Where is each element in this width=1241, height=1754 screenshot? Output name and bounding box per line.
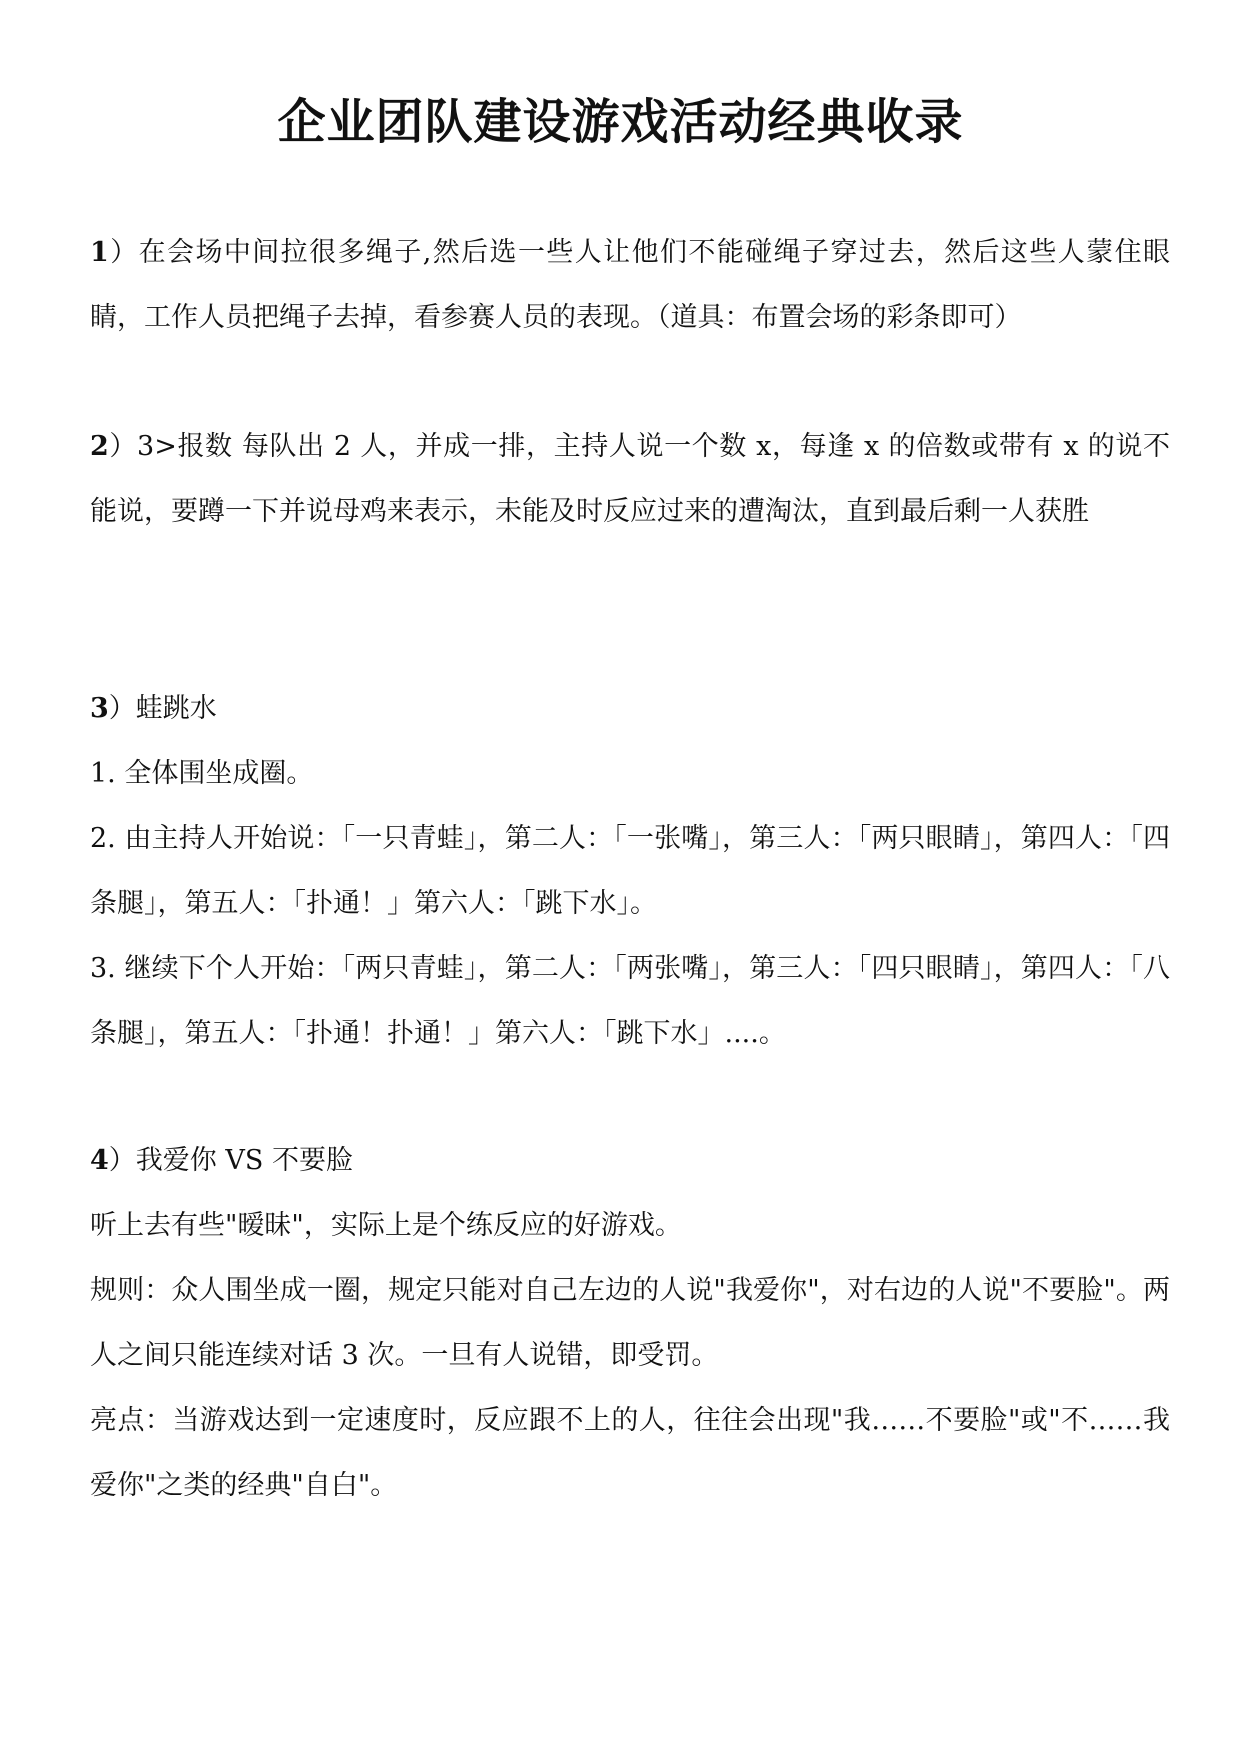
list-item: 2. 由主持人开始说：「一只青蛙」，第二人：「一张嘴」，第三人：「两只眼睛」，第四人：「四条腿」，第五人：「扑通！」第六人：「跳下水」。 — [90, 823, 1170, 919]
section-3-heading — [90, 676, 1170, 741]
section-number: 3 — [90, 693, 109, 724]
section-2 — [90, 414, 1170, 544]
section-number: 4 — [90, 1145, 109, 1176]
section-3 — [90, 676, 1170, 1066]
section-4 — [90, 1128, 1170, 1518]
section-2-paragraph — [90, 414, 1170, 544]
section-text: ）在会场中间拉很多绳子,然后选一些人让他们不能碰绳子穿过去，然后这些人蒙住眼睛，工作人员把绳子去掉，看参赛人员的表现。（道具：布置会场的彩条即可） — [90, 237, 1170, 333]
section-4-heading — [90, 1128, 1170, 1193]
paragraph-highlight: 亮点：当游戏达到一定速度时，反应跟不上的人，往往会出现"我……不要脸"或"不……我爱你"之类的经典"自白"。 — [90, 1405, 1170, 1501]
section-number: 1 — [90, 237, 109, 268]
list-item: 3. 继续下个人开始：「两只青蛙」，第二人：「两张嘴」，第三人：「四只眼睛」，第四人：「八条腿」，第五人：「扑通！扑通！」第六人：「跳下水」....。 — [90, 953, 1170, 1049]
section-number: 2 — [90, 431, 109, 462]
section-1 — [90, 220, 1170, 350]
section-1-paragraph — [90, 220, 1170, 350]
paragraph-intro: 听上去有些"暧昧"，实际上是个练反应的好游戏。 — [90, 1210, 682, 1241]
section-heading-text: ）我爱你 VS 不要脸 — [108, 1145, 353, 1176]
list-item: 1. 全体围坐成圈。 — [90, 758, 314, 789]
page-title: 企业团队建设游戏活动经典收录 — [277, 94, 964, 150]
section-heading-text: ）蛙跳水 — [108, 693, 217, 724]
section-text: ）3>报数 每队出 2 人，并成一排，主持人说一个数 x，每逢 x 的倍数或带有 x 的说不能说，要蹲一下并说母鸡来表示，未能及时反应过来的遭淘汰，直到最后剩一人获胜 — [90, 431, 1170, 527]
paragraph-rules: 规则：众人围坐成一圈，规定只能对自己左边的人说"我爱你"，对右边的人说"不要脸"。两人之间只能连续对话 3 次。一旦有人说错，即受罚。 — [90, 1275, 1170, 1371]
